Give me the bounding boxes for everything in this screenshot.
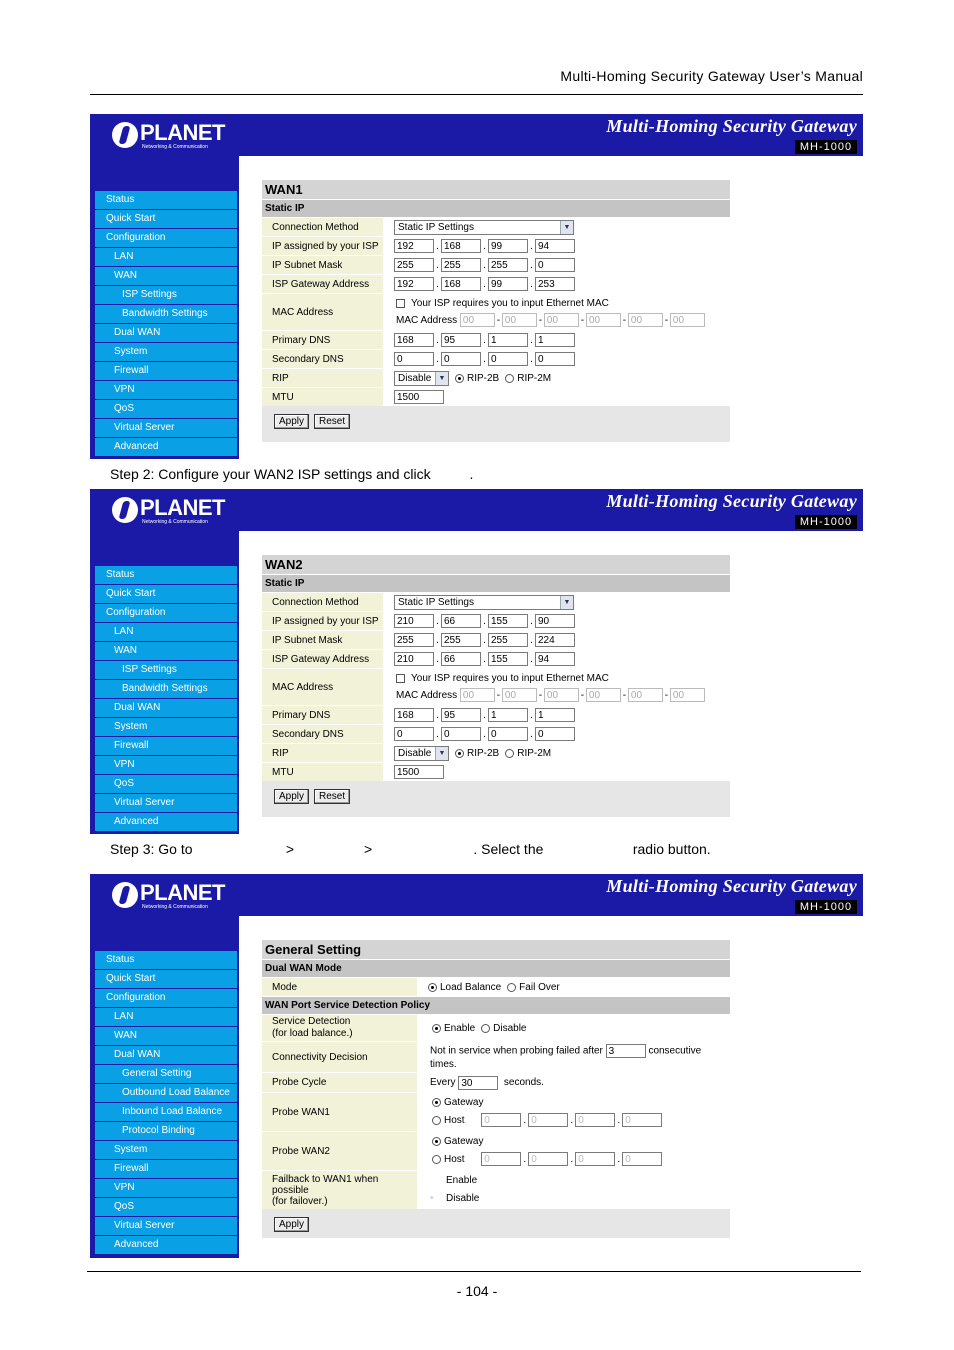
rip-2b-label: RIP-2B (467, 372, 500, 384)
service-detection-label: Service Detection (for load balance.) (262, 1015, 418, 1041)
chevron-down-icon: ▼ (560, 221, 573, 234)
row-ip: IP assigned by your ISP 210 . 66 . 155 . 90 (262, 611, 730, 630)
probe-wan2-gateway-label: Gateway (444, 1136, 484, 1147)
probe-wan1-host-octet-1[interactable]: 0 (481, 1113, 521, 1127)
screenshot-general-setting (90, 874, 863, 1258)
dns2-label: Secondary DNS (262, 725, 384, 743)
sidebar-item-qos[interactable]: QoS (95, 1198, 237, 1216)
connection-method-label: Connection Method (262, 218, 384, 236)
wan2-panel (262, 555, 730, 817)
probe-wan2-gateway-radio[interactable] (432, 1137, 441, 1146)
sidebar-item-vpn[interactable]: VPN (95, 1179, 237, 1197)
model-badge: MH-1000 (795, 900, 857, 914)
sidebar-item-wan[interactable]: WAN (95, 642, 237, 660)
sidebar-item-firewall[interactable]: Firewall (95, 1160, 237, 1178)
mac-check-label: Your ISP requires you to input Ethernet MAC (411, 298, 609, 309)
sidebar-item-firewall[interactable]: Firewall (95, 362, 237, 380)
ip-octet-4[interactable]: 94 (535, 239, 575, 253)
probe-cycle-label: Probe Cycle (262, 1073, 418, 1092)
button-row (262, 406, 730, 429)
probe-wan2-host-octet-2[interactable]: 0 (528, 1152, 568, 1166)
section-static-ip: Static IP (262, 199, 730, 217)
sidebar-item-vpn[interactable]: VPN (95, 381, 237, 399)
fail-over-radio[interactable] (507, 983, 516, 992)
mask-octet-1[interactable]: 255 (394, 633, 434, 647)
model-badge: MH-1000 (795, 140, 857, 154)
row-gateway: ISP Gateway Address 192 . 168 . 99 . 253 (262, 274, 730, 293)
step-3-text: Step 3: Go to > > . Select the radio button. (110, 841, 711, 857)
dns2-octet-3[interactable]: 0 (488, 727, 528, 741)
chevron-down-icon: ▼ (560, 596, 573, 609)
row-connectivity (262, 1041, 730, 1072)
rip-2m-radio[interactable] (505, 749, 514, 758)
product-name: Multi-Homing Security Gateway (606, 116, 857, 136)
probe-wan2-host-octet-4[interactable]: 0 (622, 1152, 662, 1166)
dns1-octet-3[interactable]: 1 (488, 708, 528, 722)
row-subnet: IP Subnet Mask 255 . 255 . 255 . 224 (262, 630, 730, 649)
mac-addr-label: MAC Address (396, 690, 458, 701)
sidebar-item-virtual-server[interactable]: Virtual Server (95, 419, 237, 437)
sidebar-item-advanced[interactable]: Advanced (95, 1236, 237, 1254)
mac-field-4[interactable]: 00 (586, 313, 621, 327)
mtu-label: MTU (262, 388, 384, 406)
footer-rule (87, 1271, 861, 1272)
page-number: - 104 - (456, 1283, 498, 1299)
sidebar-item-general-setting[interactable]: General Setting (95, 1065, 237, 1083)
sidebar-item-configuration[interactable]: Configuration (95, 229, 237, 247)
gateway-octet-4[interactable]: 253 (535, 277, 575, 291)
sidebar-item-wan[interactable]: WAN (95, 267, 237, 285)
probe-failure-count-input[interactable]: 3 (606, 1044, 646, 1058)
probe-cycle-input[interactable]: 30 (458, 1076, 498, 1090)
dns1-octet-4[interactable]: 1 (535, 708, 575, 722)
probe-wan1-gateway-radio[interactable] (432, 1098, 441, 1107)
row-dns1: Primary DNS 168 . 95 . 1 . 1 (262, 330, 730, 349)
gateway-octet-1[interactable]: 192 (394, 277, 434, 291)
mask-octet-3[interactable]: 255 (488, 633, 528, 647)
row-rip (262, 743, 730, 762)
mac-field-6[interactable]: 00 (670, 313, 705, 327)
gateway-octet-3[interactable]: 99 (488, 277, 528, 291)
sidebar (90, 156, 239, 459)
mac-label: MAC Address (262, 294, 384, 330)
load-balance-radio[interactable] (428, 983, 437, 992)
connection-method-select[interactable]: Static IP Settings ▼ (394, 220, 574, 235)
apply-button[interactable]: Apply (274, 1217, 309, 1232)
row-subnet: IP Subnet Mask 255 . 255 . 255 . 0 (262, 255, 730, 274)
row-ip: IP assigned by your ISP 192 . 168 . 99 . 94 (262, 236, 730, 255)
sidebar-item-wan[interactable]: WAN (95, 1027, 237, 1045)
sidebar-item-configuration[interactable]: Configuration (95, 604, 237, 622)
sidebar-item-status[interactable]: Status (95, 951, 237, 969)
load-balance-label: Load Balance (440, 981, 502, 993)
ip-octet-3[interactable]: 99 (488, 239, 528, 253)
chevron-down-icon: ▼ (435, 372, 448, 385)
mac-checkbox[interactable] (396, 674, 405, 683)
sidebar-menu (95, 951, 237, 1255)
row-rip (262, 368, 730, 387)
connection-method-label: Connection Method (262, 593, 384, 611)
ip-label: IP assigned by your ISP (262, 237, 384, 255)
sidebar-item-system[interactable]: System (95, 718, 237, 736)
sidebar-item-firewall[interactable]: Firewall (95, 737, 237, 755)
dns2-octet-2[interactable]: 0 (441, 727, 481, 741)
mac-field-1[interactable]: 00 (460, 688, 495, 702)
probe-wan2-host-radio[interactable] (432, 1155, 441, 1164)
dns2-octet-3[interactable]: 0 (488, 352, 528, 366)
dns2-octet-4[interactable]: 0 (535, 727, 575, 741)
row-probe-wan2: Probe WAN2 Gateway Host 0 . 0 . 0 . 0 (262, 1131, 730, 1170)
sidebar-item-virtual-server[interactable]: Virtual Server (95, 794, 237, 812)
logo-text: PLANET (140, 495, 225, 520)
ip-label: IP assigned by your ISP (262, 612, 384, 630)
logo-text: PLANET (140, 120, 225, 145)
row-mac: MAC Address Your ISP requires you to input Ethernet MAC MAC Address 00 - 00 - 00 - 00 - 00 - 00 (262, 668, 730, 705)
gateway-octet-2[interactable]: 168 (441, 277, 481, 291)
dns2-octet-1[interactable]: 0 (394, 352, 434, 366)
sidebar-item-bandwidth-settings[interactable]: Bandwidth Settings (95, 305, 237, 323)
sidebar-item-isp-settings[interactable]: ISP Settings (95, 286, 237, 304)
row-probe-wan1: Probe WAN1 Gateway Host 0 . 0 . 0 . 0 (262, 1092, 730, 1131)
mac-check-label: Your ISP requires you to input Ethernet MAC (411, 673, 609, 684)
dns1-octet-2[interactable]: 95 (441, 333, 481, 347)
every-label: Every (430, 1077, 456, 1088)
screenshot-wan1 (90, 114, 863, 459)
sidebar-item-dual-wan[interactable]: Dual WAN (95, 324, 237, 342)
row-mtu (262, 762, 730, 781)
probe-wan1-host-octet-3[interactable]: 0 (575, 1113, 615, 1127)
mac-field-6[interactable]: 00 (670, 688, 705, 702)
mac-checkbox[interactable] (396, 299, 405, 308)
banner (90, 489, 863, 531)
dns1-label: Primary DNS (262, 706, 384, 724)
sidebar-item-virtual-server[interactable]: Virtual Server (95, 1217, 237, 1235)
apply-button[interactable]: Apply (274, 414, 309, 429)
logo-tagline: Networking & Communication (142, 519, 208, 525)
dns1-octet-2[interactable]: 95 (441, 708, 481, 722)
gateway-octet-2[interactable]: 66 (441, 652, 481, 666)
seconds-label: seconds. (503, 1077, 544, 1088)
sidebar-item-qos[interactable]: QoS (95, 775, 237, 793)
rip-label: RIP (262, 744, 384, 762)
mac-field-4[interactable]: 00 (586, 688, 621, 702)
rip-label: RIP (262, 369, 384, 387)
rip-select[interactable]: Disable ▼ (394, 371, 449, 386)
connectivity-label: Connectivity Decision (262, 1042, 418, 1072)
ip-octet-1[interactable]: 210 (394, 614, 434, 628)
sidebar-item-lan[interactable]: LAN (95, 1008, 237, 1026)
logo-text: PLANET (140, 880, 225, 905)
rip-select[interactable]: Disable ▼ (394, 746, 449, 761)
sidebar-item-status[interactable]: Status (95, 566, 237, 584)
gateway-label: ISP Gateway Address (262, 275, 384, 293)
mask-octet-3[interactable]: 255 (488, 258, 528, 272)
sidebar-menu (95, 566, 237, 832)
sidebar-item-advanced[interactable]: Advanced (95, 438, 237, 456)
probe-wan1-host-octet-4[interactable]: 0 (622, 1113, 662, 1127)
sidebar-item-system[interactable]: System (95, 343, 237, 361)
connectivity-text: Not in service when probing failed after (430, 1045, 603, 1057)
row-mac: MAC Address Your ISP requires you to input Ethernet MAC MAC Address 00 - 00 - 00 - 00 - 00 - 00 (262, 293, 730, 330)
dns1-octet-1[interactable]: 168 (394, 708, 434, 722)
row-failback (262, 1170, 730, 1209)
subnet-label: IP Subnet Mask (262, 256, 384, 274)
banner (90, 874, 863, 916)
panel-title: WAN1 (262, 180, 730, 199)
sidebar-item-lan[interactable]: LAN (95, 248, 237, 266)
document-header-title: Multi-Homing Security Gateway User’s Manual (560, 68, 863, 84)
gateway-octet-1[interactable]: 210 (394, 652, 434, 666)
dns2-octet-1[interactable]: 0 (394, 727, 434, 741)
ip-octet-4[interactable]: 90 (535, 614, 575, 628)
sidebar-menu (95, 191, 237, 457)
mask-octet-4[interactable]: 224 (535, 633, 575, 647)
connectivity-consecutive: consecutive (648, 1045, 702, 1057)
dns2-octet-4[interactable]: 0 (535, 352, 575, 366)
wan1-panel (262, 180, 730, 442)
subnet-label: IP Subnet Mask (262, 631, 384, 649)
button-row (262, 1209, 730, 1232)
panel-title: General Setting (262, 940, 730, 959)
rip-2m-radio[interactable] (505, 374, 514, 383)
sidebar-item-dual-wan[interactable]: Dual WAN (95, 699, 237, 717)
apply-button[interactable]: Apply (274, 789, 309, 804)
probe-wan1-label: Probe WAN1 (262, 1093, 418, 1131)
mac-field-1[interactable]: 00 (460, 313, 495, 327)
probe-wan1-gateway-label: Gateway (444, 1097, 484, 1108)
sidebar-item-quick-start[interactable]: Quick Start (95, 210, 237, 228)
failback-enable-label: Enable (446, 1175, 478, 1186)
document-header (90, 66, 863, 95)
service-enable-label: Enable (444, 1022, 476, 1034)
logo-tagline: Networking & Communication (142, 904, 208, 910)
gateway-label: ISP Gateway Address (262, 650, 384, 668)
dns1-octet-1[interactable]: 168 (394, 333, 434, 347)
sidebar-item-vpn[interactable]: VPN (95, 756, 237, 774)
service-disable-radio[interactable] (481, 1024, 490, 1033)
mac-addr-label: MAC Address (396, 315, 458, 326)
mac-field-5[interactable]: 00 (628, 688, 663, 702)
product-name: Multi-Homing Security Gateway (606, 876, 857, 896)
sidebar-item-system[interactable]: System (95, 1141, 237, 1159)
probe-wan1-host-radio[interactable] (432, 1116, 441, 1125)
logo-tagline: Networking & Communication (142, 144, 208, 150)
mac-field-3[interactable]: 00 (544, 313, 579, 327)
section-detection-policy: WAN Port Service Detection Policy (262, 996, 730, 1014)
button-row (262, 781, 730, 804)
step-2-text: Step 2: Configure your WAN2 ISP settings and click . (110, 466, 474, 482)
rip-2b-radio[interactable] (455, 749, 464, 758)
sidebar-item-status[interactable]: Status (95, 191, 237, 209)
sidebar (90, 916, 239, 1258)
row-dns2: Secondary DNS 0 . 0 . 0 . 0 (262, 349, 730, 368)
ip-octet-2[interactable]: 168 (441, 239, 481, 253)
probe-wan2-label: Probe WAN2 (262, 1132, 418, 1170)
mtu-label: MTU (262, 763, 384, 781)
sidebar-item-bandwidth-settings[interactable]: Bandwidth Settings (95, 680, 237, 698)
service-disable-label: Disable (493, 1022, 527, 1034)
rip-2b-label: RIP-2B (467, 747, 500, 759)
sidebar-item-advanced[interactable]: Advanced (95, 813, 237, 831)
row-dns1: Primary DNS 168 . 95 . 1 . 1 (262, 705, 730, 724)
rip-2b-radio[interactable] (455, 374, 464, 383)
dns1-label: Primary DNS (262, 331, 384, 349)
general-setting-panel (262, 940, 730, 1238)
section-static-ip: Static IP (262, 574, 730, 592)
dns1-octet-3[interactable]: 1 (488, 333, 528, 347)
mask-octet-1[interactable]: 255 (394, 258, 434, 272)
dns2-octet-2[interactable]: 0 (441, 352, 481, 366)
product-name: Multi-Homing Security Gateway (606, 491, 857, 511)
sidebar-item-qos[interactable]: QoS (95, 400, 237, 418)
dns2-label: Secondary DNS (262, 350, 384, 368)
mask-octet-2[interactable]: 255 (441, 633, 481, 647)
mode-label: Mode (262, 978, 418, 996)
planet-logo-icon (112, 122, 138, 148)
row-service-detection (262, 1014, 730, 1041)
ip-octet-2[interactable]: 66 (441, 614, 481, 628)
sidebar-item-isp-settings[interactable]: ISP Settings (95, 661, 237, 679)
mask-octet-4[interactable]: 0 (535, 258, 575, 272)
mac-field-2[interactable]: 00 (502, 688, 537, 702)
mac-field-2[interactable]: 00 (502, 313, 537, 327)
gateway-octet-4[interactable]: 94 (535, 652, 575, 666)
probe-wan1-host-octet-2[interactable]: 0 (528, 1113, 568, 1127)
mac-label: MAC Address (262, 669, 384, 705)
probe-wan2-host-octet-1[interactable]: 0 (481, 1152, 521, 1166)
connectivity-times: times. (430, 1058, 457, 1070)
model-badge: MH-1000 (795, 515, 857, 529)
row-mode (262, 977, 730, 996)
failback-disable-label: Disable (446, 1193, 480, 1204)
probe-wan2-host-label: Host (444, 1154, 465, 1165)
sidebar-item-lan[interactable]: LAN (95, 623, 237, 641)
planet-logo-icon (112, 882, 138, 908)
sidebar-item-inbound-load-balance[interactable]: Inbound Load Balance (95, 1103, 237, 1121)
mac-field-3[interactable]: 00 (544, 688, 579, 702)
row-gateway: ISP Gateway Address 210 . 66 . 155 . 94 (262, 649, 730, 668)
sidebar-item-dual-wan[interactable]: Dual WAN (95, 1046, 237, 1064)
sidebar-item-protocol-binding[interactable]: Protocol Binding (95, 1122, 237, 1140)
ip-octet-1[interactable]: 192 (394, 239, 434, 253)
panel-title: WAN2 (262, 555, 730, 574)
sidebar-item-configuration[interactable]: Configuration (95, 989, 237, 1007)
row-mtu (262, 387, 730, 406)
reset-button[interactable]: Reset (314, 414, 350, 429)
ip-octet-3[interactable]: 155 (488, 614, 528, 628)
rip-2m-label: RIP-2M (517, 372, 552, 384)
planet-logo-icon (112, 497, 138, 523)
row-connection-method (262, 217, 730, 236)
failback-label: Failback to WAN1 when possible (for failover.) (262, 1171, 418, 1209)
row-dns2: Secondary DNS 0 . 0 . 0 . 0 (262, 724, 730, 743)
gateway-octet-3[interactable]: 155 (488, 652, 528, 666)
screenshot-wan2 (90, 489, 863, 834)
mask-octet-2[interactable]: 255 (441, 258, 481, 272)
sidebar-item-outbound-load-balance[interactable]: Outbound Load Balance (95, 1084, 237, 1102)
chevron-down-icon: ▼ (435, 747, 448, 760)
probe-wan2-host-octet-3[interactable]: 0 (575, 1152, 615, 1166)
service-enable-radio[interactable] (432, 1024, 441, 1033)
reset-button[interactable]: Reset (314, 789, 350, 804)
connection-method-select[interactable]: Static IP Settings ▼ (394, 595, 574, 610)
sidebar-item-quick-start[interactable]: Quick Start (95, 970, 237, 988)
sidebar-item-quick-start[interactable]: Quick Start (95, 585, 237, 603)
probe-wan1-host-label: Host (444, 1115, 465, 1126)
rip-2m-label: RIP-2M (517, 747, 552, 759)
row-connection-method (262, 592, 730, 611)
sidebar (90, 531, 239, 834)
mac-field-5[interactable]: 00 (628, 313, 663, 327)
mtu-input[interactable]: 1500 (394, 765, 444, 779)
row-probe-cycle (262, 1072, 730, 1092)
section-dual-wan-mode: Dual WAN Mode (262, 959, 730, 977)
failback-disable-radio[interactable]: • (430, 1193, 434, 1204)
mtu-input[interactable]: 1500 (394, 390, 444, 404)
fail-over-label: Fail Over (519, 981, 560, 993)
dns1-octet-4[interactable]: 1 (535, 333, 575, 347)
banner (90, 114, 863, 156)
